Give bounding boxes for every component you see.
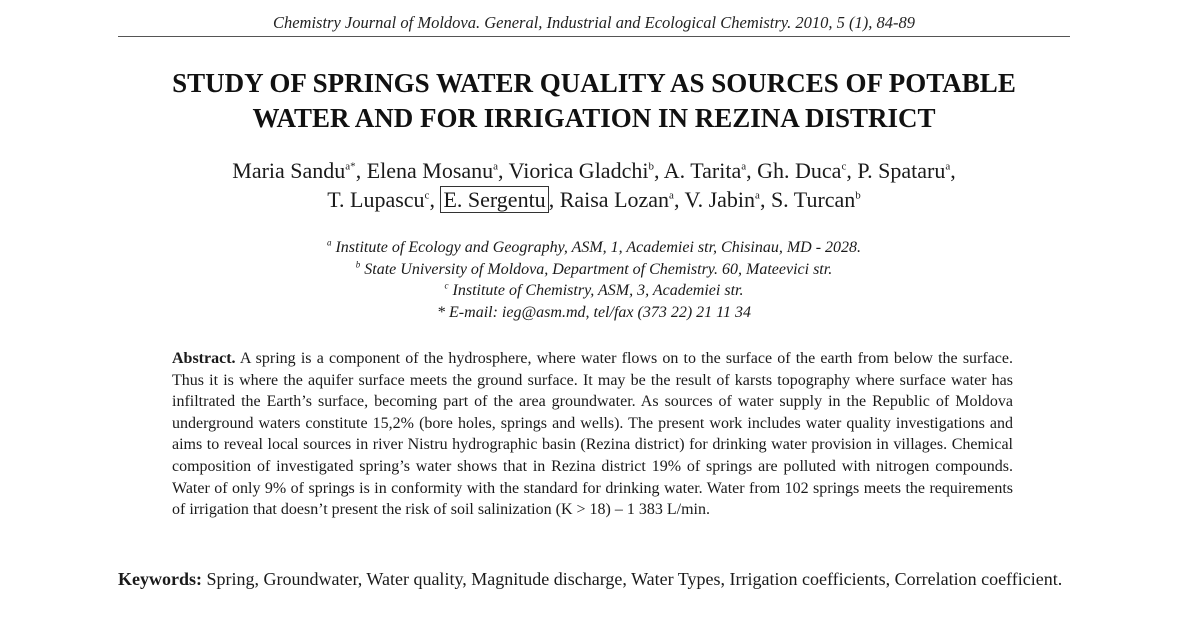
author: Raisa Lozan$^a$ bbox=[559, 187, 674, 212]
author: T. Lupascu$^c$ bbox=[327, 187, 430, 212]
author-highlighted[interactable]: E. Sergentu bbox=[440, 186, 548, 213]
journal-header: Chemistry Journal of Moldova. General, Industrial and Ecological Chemistry. 2010, 5 (1), 84-89 bbox=[272, 13, 916, 32]
abstract-label: Abstract. bbox=[172, 350, 236, 367]
author: P. Spataru$^a$ bbox=[857, 158, 951, 183]
abstract bbox=[172, 348, 1013, 521]
author: Viorica Gladchi$^b$ bbox=[508, 158, 654, 183]
author: S. Turcan$^b$ bbox=[770, 187, 861, 212]
affiliation-b: $^b$ State University of Moldova, Department of Chemistry. 60, Mateevici str. bbox=[355, 259, 833, 278]
title-line-2: WATER AND FOR IRRIGATION IN REZINA DISTRICT bbox=[252, 103, 936, 133]
author: Elena Mosanu$^a$ bbox=[366, 158, 499, 183]
affiliations bbox=[118, 237, 1070, 323]
contact-email: * E-mail: ieg@asm.md, tel/fax (373 22) 21 11 34 bbox=[437, 303, 751, 321]
keywords-label: Keywords: bbox=[118, 569, 202, 589]
affiliation-a: $^a$ Institute of Ecology and Geography, ASM, 1, Academiei str, Chisinau, MD - 2028. bbox=[326, 237, 862, 256]
author: Gh. Duca$^c$ bbox=[757, 158, 847, 183]
paper-title bbox=[118, 66, 1070, 136]
affiliation-c: $^c$ Institute of Chemistry, ASM, 3, Academiei str. bbox=[444, 280, 744, 299]
author: V. Jabin$^a$ bbox=[684, 187, 760, 212]
title-line-1: STUDY OF SPRINGS WATER QUALITY AS SOURCES OF POTABLE bbox=[172, 68, 1016, 98]
author: Maria Sandu$^{a*}$ bbox=[232, 158, 356, 183]
abstract-text: A spring is a component of the hydrosphere, where water flows on to the surface of the earth from below the surface. Thus it is where the aquifer surface meets the ground surface. It may be the result of karsts topography where surface water has infiltrated the Earth’s surface, becoming part of the area groundwater. As sources of water supply in the Republic of Moldova underground waters constitute 15,2% (bore holes, springs and wells). The present work includes water quality investigations and aims to reveal local sources in river Nistru hydrographic basin (Rezina district) for drinking water provision in villages. Chemical composition of investigated spring’s water shows that in Rezina district 19% of springs are polluted with nitrogen compounds. Water of only 9% of springs is in conformity with the standard for drinking water. Water from 102 springs meets the requirements of irrigation that doesn’t present the risk of soil salinization (K > 18) – 1 383 L/min. bbox=[172, 350, 1014, 519]
keywords-text: Spring, Groundwater, Water quality, Magnitude discharge, Water Types, Irrigation coefficients, Correlation coefficient. bbox=[206, 569, 1063, 589]
author: A. Tarita$^a$ bbox=[663, 158, 747, 183]
keywords bbox=[118, 567, 1070, 591]
header-rule bbox=[118, 36, 1070, 37]
author-list: Maria Sandu$^{a*}$, Elena Mosanu$^a$, Viorica Gladchi$^b$, A. Tarita$^a$, Gh. Duca$^c$, P. Spataru$^a$, T. Lupascu$^c$, E. Sergentu , Raisa Lozan$^a$, V. Jabin$^a$, S. Turcan$^b$ bbox=[232, 158, 956, 212]
